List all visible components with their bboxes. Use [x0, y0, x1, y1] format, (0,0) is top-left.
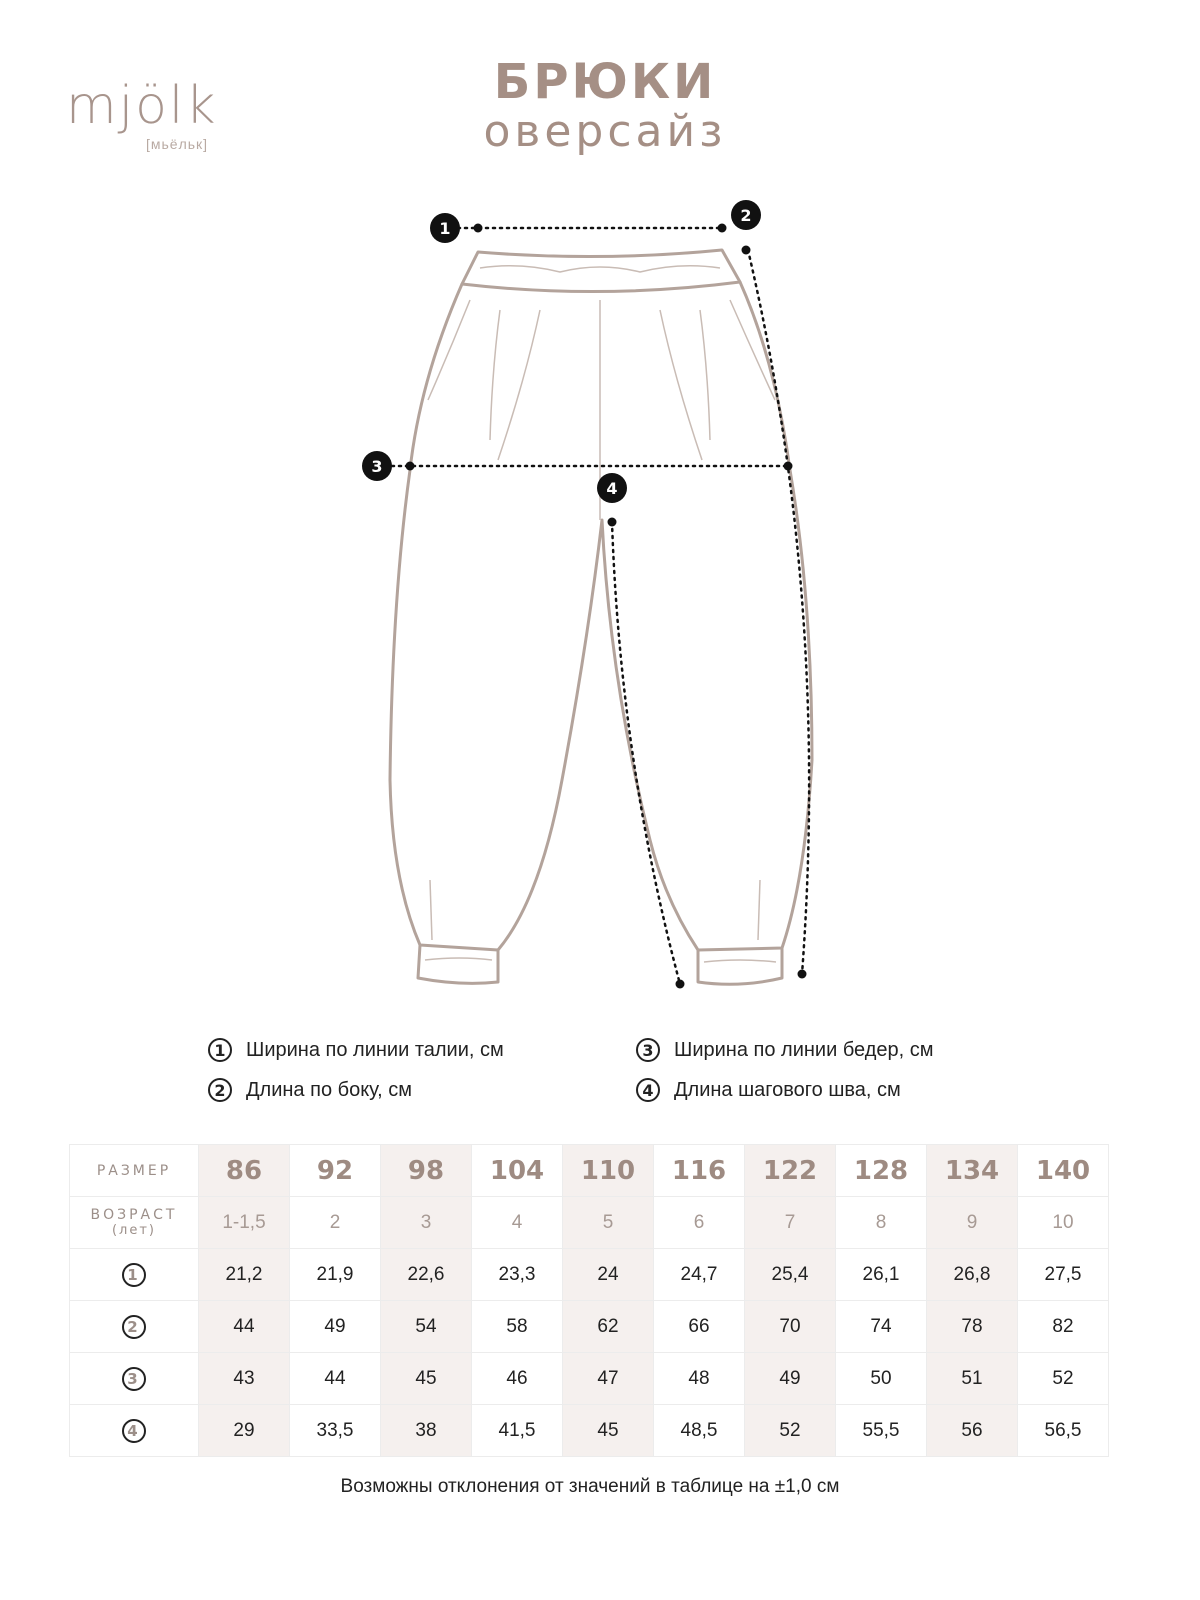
brand-transliteration: [мьёльк]	[146, 136, 209, 152]
marker-2	[731, 200, 761, 230]
legend-item-1	[208, 1038, 504, 1062]
age-cell: 7	[784, 1211, 796, 1233]
legend-item-2	[208, 1078, 412, 1102]
value-cell: 26,8	[953, 1263, 991, 1285]
age-cell: 3	[420, 1211, 432, 1233]
value-cell: 52	[1052, 1367, 1074, 1389]
value-cell: 55,5	[862, 1419, 900, 1441]
size-cell: 116	[671, 1155, 727, 1186]
age-unit: (лет)	[111, 1223, 157, 1238]
age-cell: 8	[875, 1211, 887, 1233]
row-number-4: 4	[122, 1419, 146, 1443]
marker-1	[430, 213, 460, 243]
legend-label-1: Ширина по линии талии, см	[246, 1038, 504, 1061]
inseam-measure-line	[612, 522, 680, 984]
age-cell: 10	[1052, 1211, 1074, 1233]
value-cell: 70	[779, 1315, 801, 1337]
measure-row-1	[70, 1249, 1109, 1301]
legend-label-4: Длина шагового шва, см	[674, 1078, 901, 1101]
value-cell: 27,5	[1044, 1263, 1082, 1285]
value-cell: 21,9	[316, 1263, 354, 1285]
value-cell: 74	[870, 1315, 892, 1337]
size-table	[69, 1144, 1109, 1457]
size-cell: 122	[762, 1155, 818, 1186]
value-cell: 49	[324, 1315, 346, 1337]
legend-number-2: 2	[208, 1078, 232, 1102]
value-cell: 52	[779, 1419, 801, 1441]
pants-outline	[390, 282, 812, 950]
value-cell: 82	[1052, 1315, 1074, 1337]
legend-item-4	[636, 1078, 901, 1102]
size-cell: 104	[489, 1155, 545, 1186]
value-cell: 56,5	[1044, 1419, 1082, 1441]
age-cell: 9	[966, 1211, 978, 1233]
value-cell: 78	[961, 1315, 983, 1337]
legend-number-3: 3	[636, 1038, 660, 1062]
title-sub: оверсайз	[483, 106, 727, 157]
marker-4	[597, 473, 627, 503]
value-cell: 51	[961, 1367, 983, 1389]
age-header	[70, 1197, 199, 1249]
value-cell: 56	[961, 1419, 983, 1441]
value-cell: 54	[415, 1315, 437, 1337]
legend-item-3	[636, 1038, 934, 1062]
value-cell: 43	[233, 1367, 255, 1389]
row-number-3: 3	[122, 1367, 146, 1391]
waistband-outline	[462, 250, 740, 292]
right-cuff	[698, 948, 782, 984]
size-header: РАЗМЕР	[70, 1145, 199, 1197]
value-cell: 48,5	[680, 1419, 718, 1441]
value-cell: 45	[415, 1367, 437, 1389]
size-row	[70, 1145, 1109, 1197]
age-cell: 6	[693, 1211, 705, 1233]
value-cell: 23,3	[498, 1263, 536, 1285]
legend-number-4: 4	[636, 1078, 660, 1102]
svg-text:1: 1	[439, 219, 451, 238]
value-cell: 46	[506, 1367, 528, 1389]
age-label: ВОЗРАСТ	[90, 1207, 178, 1223]
size-cell: 140	[1035, 1155, 1091, 1186]
svg-text:3: 3	[371, 457, 383, 476]
value-cell: 24,7	[680, 1263, 718, 1285]
age-cell: 1-1,5	[222, 1211, 266, 1233]
size-cell: 128	[853, 1155, 909, 1186]
value-cell: 38	[415, 1419, 437, 1441]
value-cell: 26,1	[862, 1263, 900, 1285]
legend-number-1: 1	[208, 1038, 232, 1062]
value-cell: 50	[870, 1367, 892, 1389]
legend-label-3: Ширина по линии бедер, см	[674, 1038, 934, 1061]
age-cell: 5	[602, 1211, 614, 1233]
size-cell: 110	[580, 1155, 636, 1186]
value-cell: 22,6	[407, 1263, 445, 1285]
value-cell: 29	[233, 1419, 255, 1441]
value-cell: 44	[233, 1315, 255, 1337]
measure-row-2	[70, 1301, 1109, 1353]
value-cell: 21,2	[225, 1263, 263, 1285]
value-cell: 41,5	[498, 1419, 536, 1441]
age-cell: 2	[329, 1211, 341, 1233]
age-cell: 4	[511, 1211, 523, 1233]
value-cell: 24	[597, 1263, 619, 1285]
value-cell: 25,4	[771, 1263, 809, 1285]
left-cuff	[418, 945, 498, 983]
value-cell: 49	[779, 1367, 801, 1389]
legend-label-2: Длина по боку, см	[246, 1078, 413, 1101]
measure-row-4	[70, 1405, 1109, 1457]
value-cell: 48	[688, 1367, 710, 1389]
row-number-2: 2	[122, 1315, 146, 1339]
age-row	[70, 1197, 1109, 1249]
value-cell: 66	[688, 1315, 710, 1337]
title-main: БРЮКИ	[493, 54, 717, 110]
brand-name: mjölk	[66, 76, 218, 136]
size-cell: 134	[944, 1155, 1000, 1186]
size-cell: 86	[225, 1155, 263, 1186]
value-cell: 58	[506, 1315, 528, 1337]
size-cell: 98	[407, 1155, 445, 1186]
value-cell: 33,5	[316, 1419, 354, 1441]
value-cell: 44	[324, 1367, 346, 1389]
measure-row-3	[70, 1353, 1109, 1405]
svg-text:2: 2	[740, 206, 752, 225]
value-cell: 47	[597, 1367, 619, 1389]
value-cell: 62	[597, 1315, 619, 1337]
value-cell: 45	[597, 1419, 619, 1441]
size-cell: 92	[316, 1155, 354, 1186]
tolerance-footnote: Возможны отклонения от значений в таблице на ±1,0 см	[340, 1476, 840, 1497]
svg-text:4: 4	[606, 479, 618, 498]
marker-3	[362, 451, 392, 481]
row-number-1: 1	[122, 1263, 146, 1287]
